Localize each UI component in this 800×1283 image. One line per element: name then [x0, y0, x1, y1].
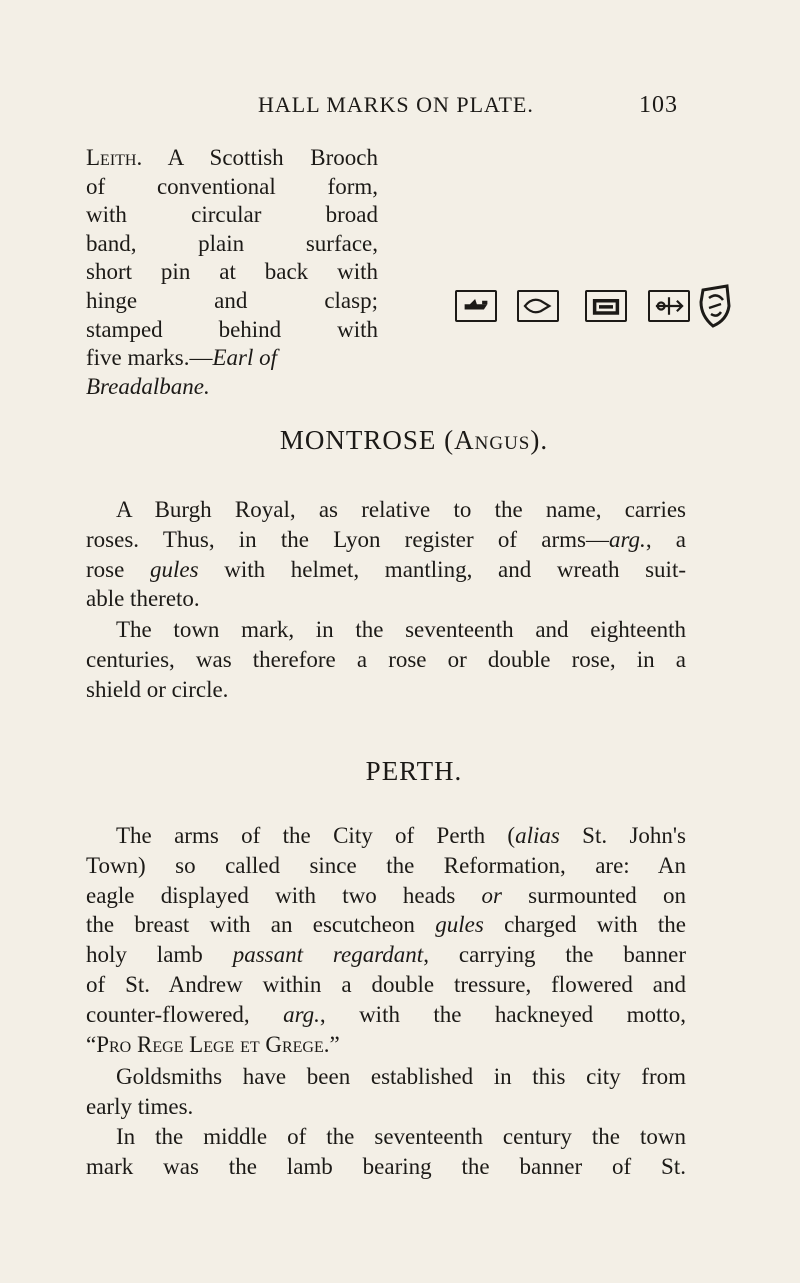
text-line: In the middle of the seventeenth century the town — [116, 1124, 686, 1149]
montrose-paragraph-2 — [86, 615, 686, 704]
montrose-heading: MONTROSE (Angus). — [279, 425, 549, 455]
ship-hallmark-icon — [455, 290, 497, 322]
page-number: 103 — [639, 92, 678, 118]
text-line: mark was the lamb bearing the banner of St. — [86, 1153, 686, 1179]
text-line: the breast with an escutcheon gules charged with the — [86, 912, 686, 938]
running-head-title: HALL MARKS ON PLATE. — [258, 92, 534, 117]
text-line: “Pro Rege Lege et Grege.” — [86, 1031, 340, 1057]
attribution: Earl of — [212, 345, 277, 371]
shield-hallmark-icon — [697, 284, 733, 328]
text-line: centuries, was therefore a rose or double rose, in a — [86, 646, 686, 672]
text-line: Town) so called since the Reformation, are: An — [86, 852, 686, 878]
perth-heading: PERTH. — [365, 756, 463, 786]
montrose-paragraph-1 — [86, 495, 686, 614]
hallmarks-row — [455, 290, 735, 350]
text-line: holy lamb passant regardant, carrying the banner — [86, 942, 686, 968]
text-line: early times. — [86, 1093, 194, 1119]
text-line: shield or circle. — [86, 676, 229, 702]
anchor-hallmark-icon — [648, 290, 690, 322]
text-line: The arms of the City of Perth (alias St. John's — [116, 823, 687, 848]
text-line: eagle displayed with two heads or surmounted on — [86, 882, 687, 908]
leith-line: of conventional form, — [86, 173, 378, 199]
leith-entry — [86, 144, 378, 401]
text-line: Goldsmiths have been established in this city from — [116, 1064, 686, 1089]
leith-line: Leith. A Scottish Brooch — [86, 145, 379, 170]
perth-paragraph-3 — [86, 1122, 686, 1182]
castle-hallmark-icon — [585, 290, 627, 322]
leith-line: with circular broad — [86, 202, 378, 228]
text-line: able thereto. — [86, 586, 200, 612]
leith-line: band, plain surface, — [86, 230, 378, 256]
leith-place: Leith. — [86, 145, 143, 170]
text-line: roses. Thus, in the Lyon register of arms—arg., a — [86, 526, 686, 552]
leith-line: short pin at back with — [86, 259, 378, 285]
perth-paragraph-1 — [86, 821, 686, 1059]
text-line: counter-flowered, arg., with the hackneyed motto, — [86, 1001, 687, 1027]
leith-line: hinge and clasp; — [86, 287, 378, 313]
text-line: rose gules with helmet, mantling, and wreath suit- — [86, 556, 687, 582]
lamb-hallmark-icon — [517, 290, 559, 322]
text-line: A Burgh Royal, as relative to the name, carries — [116, 497, 686, 522]
leith-line: stamped behind with — [86, 316, 378, 342]
attribution: Breadalbane. — [86, 373, 210, 399]
perth-paragraph-2 — [86, 1062, 686, 1122]
leith-line: five marks.—Earl of — [86, 345, 277, 371]
text-line: The town mark, in the seventeenth and eighteenth — [116, 617, 686, 642]
text-line: of St. Andrew within a double tressure, flowered and — [86, 971, 686, 997]
